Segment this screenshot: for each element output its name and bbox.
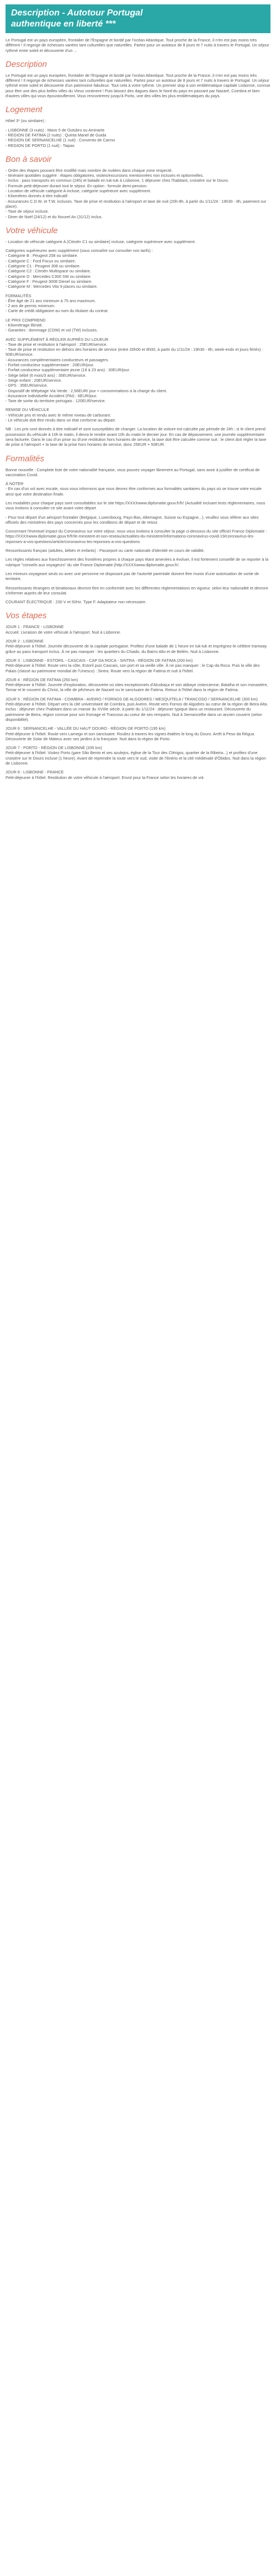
prix-item: - Kilométrage illimité. [6, 322, 43, 328]
supplement-item: - Assurance Individuelle Accident (PAI) : 6EUR/jour. [6, 393, 98, 398]
category-item: - Catégorie B : Peugeot 208 ou similaire. [6, 253, 78, 259]
formalites-paragraph: Ressortissants français (adultes, bébés et enfants) : Passeport ou carte nationale d'identité en cours de validité. [6, 548, 205, 554]
vehicule-heading: Votre véhicule [6, 225, 58, 235]
a-noter-title: À NOTER [6, 481, 24, 487]
hotel-category: Hôtel 3* (ou similaire) : [6, 118, 46, 124]
category-item: - Catégorie M : Mercedes Vito 9 places ou similaire. [6, 284, 98, 289]
bon-a-savoir-item: - Taxe de séjour incluse. [6, 209, 49, 214]
formalites-paragraph: Les mineurs voyageant seuls ou avec une personne ne disposant pas de l'autorité parentale doivent être munis d'une autorisation de sortie de territoire. [6, 571, 259, 582]
formalites-paragraph: Les modalités pour chaque pays sont consultables sur le site https://XXXXwww.diplomatie.gouv.fr/fr/ (Actualité incluant tests réglementaires, nous vous invitons à consulter ce site avant votre départ [6, 501, 266, 511]
etape-title: JOUR 4 : RÉGION DE FATIMA (250 km) [6, 677, 78, 682]
supplement-item: - GPS : 35EUR/service. [6, 383, 48, 388]
etape-day [6, 697, 270, 722]
etape-day [6, 658, 270, 673]
formalites-paragraph: - En cas d'un vol avec escale, nous vous informons que vous devrez être conformes aux formalités sanitaires du pays où se trouve votre escale ainsi que votre destination finale. [6, 486, 262, 497]
formalites-paragraph: - Pour tout départ d'un aéroport frontalier (Belgique, Luxembourg, Pays-Bas, Allemagne, Suisse ou Espagne...), veuillez vous référer aux sites officiels des ministères des pays concernés pour les conditions de départ et de retour. [6, 514, 259, 525]
formalites-paragraph: Concernant l'éventuel impact du Coronavirus sur votre séjour, nous vous invitons à consulter la page ci-dessous du site officiel France Diplomatie : https://XXXXwww.diplomatie.gouv.fr/fr/le-ministere-et-son-reseau/actualites-du-ministere/informations-coronavirus-covid-19/coronavirus-les-reponses-a-vos-questions/article/coronavirus-les-reponses-a-vos-questions [6, 529, 267, 544]
formalites-paragraph: Les règles relatives aux franchissement des frontières propres à chaque pays étant amenées à évoluer, il est fortement conseillé de se reporter à la rubrique "conseils aux voyageurs" du site France Diplomatie.(http://XXXXwww.diplomatie.gouv.fr/. [6, 557, 269, 567]
vehicule-supplements [6, 337, 270, 404]
etape-day [6, 770, 270, 780]
title-banner [6, 4, 270, 33]
description-heading: Description [6, 59, 47, 69]
category-item: - Catégorie C2 : Citroën Multispace ou similaire. [6, 268, 91, 274]
categories-title: Catégories supérieures avec supplément (sous connaître sur consulter nos tarifs) : [6, 248, 153, 254]
remise-item: - Le véhicule doit être rendu dans un état conforme au départ. [6, 418, 116, 423]
formalites-paragraph: Ressortissants étrangers et binationaux devront être en conformité avec les différentes réglementations en vigueur, selon leur nationalité et devront s'informer auprès de leur consulat. [6, 585, 268, 596]
formalites-a-noter [6, 481, 270, 497]
etape-text: Accueil. Livraison de votre véhicule à l'aéroport. Nuit à Lisbonne. [6, 629, 121, 635]
formalite-item: - 2 ans de permis minimum. [6, 303, 56, 309]
page-title-line-1: Description - Autotour Portugal [11, 8, 143, 18]
etapes-heading: Vos étapes [6, 611, 47, 621]
etape-day [6, 726, 270, 741]
supplement-item: - Taxe de prise et restitution en dehors des horaires de service (entre 20h00 et 8h00, à partir du 1/11/24 : 19h30 - 8h, week-ends et jours fériés) : 50EUR/service. [6, 347, 263, 357]
supplement-item: - Forfait conducteur supplémentaire jeune (18 à 23 ans) : 30EUR/jour. [6, 367, 130, 373]
formalite-item: - Être âgé de 21 ans minimum à 75 ans maximum. [6, 298, 96, 303]
intro-paragraph: Le Portugal est un pays européen, frontalier de l'Espagne et bordé par l'océan Atlantique. Tout proche de la France, il n'en est pas moins très différent ! Il regorge de richesses variées tant culturelles que naturelles. Partez pour un autotour de 8 jours et 7 nuits à travers le Portugal. Un séjour rythmé entre soleil et découverte d'un ... [6, 38, 269, 53]
category-item: - Catégorie C : Ford Focus ou similaire. [6, 258, 76, 264]
bon-a-savoir-item: - Formule petit-déjeuner durant tout le séjour. En option : formule demi-pension. [6, 183, 148, 188]
formalites-subtitle: FORMALITÉS [6, 293, 31, 298]
prix-item: - Garanties : dommage (CDW) et vol (TW) incluses. [6, 328, 98, 333]
bon-a-savoir-item: - Ordre des étapes pouvant être modifié mais nombre de nuitées dans chaque zone respecté. [6, 167, 173, 173]
etape-title: JOUR 6 : SERNANCELHE - VALLÉE DU HAUT DOURO - RÉGION DE PORTO (195 km) [6, 726, 166, 731]
logement-block [6, 118, 270, 123]
etape-day [6, 639, 270, 654]
etape-day [6, 624, 270, 635]
supplement-item: - Taxe de prise et restitution à l'aéroport : 25EUR/service. [6, 341, 108, 347]
vehicule-categories [6, 248, 270, 289]
category-item: - Catégorie D : Mercedes C300 SW ou similaire. [6, 273, 92, 279]
bon-a-savoir-item: - Kilométres donnés à titre indicatif. [6, 193, 68, 199]
vehicule-nb: NB : Les prix sont donnés à titre indicatif et sont susceptibles de changer. La location de voiture est calculée par période de 24h ; si le client prend possession du véhicule à 10h le matin, il devra le rendre avant 10h du matin le dernier jour. En cas de dépassement, une journée supplémentaire sera facturée. Dans le cas d'un prise ou d'une restitution hors horaires de service, la taxe doit être calculée comme suit : le client doit régler la taxe de prise à l'aéroport + la taxe de la prise hors horaires de service, donc 25EUR + 50EUR. [6, 426, 267, 447]
etape-text: Petit-déjeuner à l'hôtel. Restitution de votre véhicule à l'aéroport. Envol pour la France selon les horaires de vol. [6, 775, 205, 780]
supplement-item: - Forfait conducteur supplémentaire : 20EUR/jour. [6, 362, 94, 368]
vehicule-formalites [6, 293, 270, 314]
etape-text: Petit-déjeuner à l'hôtel. Départ vers la cité universitaire de Coimbra, puis Aveiro. Route vers Fornos de Algodres au cœur de la région de Beira Alta. Inclus : déjeuner chez l'habitant dans un manoir du XVIIIe siècle, à partir du 1/11/24 : déjeuner typique dans un restaurant. Découverte du patrimoine de Beira, région connue pour son fromage et Trancoso au coeur de ses remparts. Nuit à Sernancelhe dans un ancien couvent (selon disponibilité). [6, 702, 268, 722]
etape-title: JOUR 2 : LISBONNE [6, 639, 44, 644]
etape-text: Petit-déjeuner à l'hôtel. Journée d'exploration, découverte où sites exceptionnels d'Alcobaça et son abbaye cistercienne, Batalha et son monastère, Tomar et le couvent du Christ, la ville de pêcheurs de Nazaré ou le sanctuaire de Fatima. Retour à l'hôtel dans la région de Fatima. [6, 682, 268, 693]
logement-heading: Logement [6, 105, 43, 115]
etape-title: JOUR 3 : LISBONNE - ESTORIL - CASCAIS - CAP DA ROCA - SINTRA - RÉGION DE FATIMA (200 km) [6, 657, 193, 663]
bon-a-savoir-heading: Bon à savoir [6, 154, 52, 164]
etape-text: Petit-déjeuner à l'hôtel. Journée découverte de la capitale portugaise. Profitez d'une balade de 1 heure en tuk-tuk et imprégnez-le célèbre tramway grâce au pass transport inclus. À ne pas manquer : les quartiers du Chiado, du Bairro Alto et de Belém. Nuit à Lisbonne. [6, 644, 267, 654]
page-title-line-2: authentique en liberté *** [11, 19, 116, 29]
logement-item: - REGION DE PORTO (1 nuit) : Taipas [6, 143, 75, 148]
bon-a-savoir-item: - Itinéraire quotidien suggéré : étapes obligatoires, visites/excursions mentionnées non incluses et optionnelles. [6, 173, 204, 178]
formalite-item: - Carte de crédit obligatoire au nom du titulaire du contrat. [6, 308, 109, 314]
logement-item: - LISBONNE (3 nuits) : Mavo 5 de Outubro ou Aminarte [6, 127, 105, 133]
etape-title: JOUR 7 : PORTO - RÉGION DE LISBONNE (335 km) [6, 745, 102, 751]
logement-item: - REGION DE SERNANCELHE (1 nuit) : Convento de Carmo [6, 138, 115, 143]
category-item: - Catégorie C1 : Peugeot 308 ou similaire. [6, 264, 81, 269]
etape-day [6, 677, 270, 693]
bon-a-savoir-item: - Assurances C.D.W. et T.W. incluses. Taxe de prise et restitution à l'aéroport et taxe de nuit (20h-8h, à partir du 1/11/24 : 19h30 - 8h, paiement sur place). [6, 198, 267, 209]
supplements-subtitle: AVEC SUPPLÉMENT À RÉGLER AUPRÈS DU LOUEUR [6, 336, 109, 342]
etape-title: JOUR 8 : LISBONNE - FRANCE [6, 770, 64, 775]
supplement-item: - Siège bébé (6 mois/3 ans) : 35EUR/service. [6, 372, 87, 378]
supplement-item: - Dispositif de télépéage Via Verde : 2,56EUR/ jour + consommations à la charge du client. [6, 388, 167, 393]
bon-a-savoir-item: - Location de véhicule catégorie A incluse, catégorie supérieure avec supplément. [6, 188, 151, 194]
formalites-heading: Formalités [6, 454, 45, 463]
vehicule-remise [6, 407, 270, 423]
vehicule-intro: - Location de véhicule catégorie A (Citroën C1 ou similaire) incluse, catégorie supérieure avec supplément. [6, 239, 196, 244]
etape-text: Petit-déjeuner à l'hôtel. Route vers Lamego et son sanctuaire. Rouliez à travers les vignes étalées le long du Douro. Arrêt à Peso da Régua. Découverte de Solar de Mateus avec ses jardins à la française. Nuit dans la région de Porto. [6, 731, 256, 741]
bon-a-savoir-item: - Diner de Noël (24/12) et du Nouvel An (31/12) inclus. [6, 214, 103, 219]
supplement-item: - Siège enfant : 20EUR/service. [6, 377, 62, 383]
page [0, 0, 276, 780]
etape-title: JOUR 5 : RÉGION DE FATIMA - COIMBRA - AVEIRO / FORNOS DE ALGODRES / MESQUITELA / TRANCOSO / SERNANCELHE (300 km) [6, 696, 258, 702]
category-item: - Catégorie F : Peugeot 3008 Diesel ou similaire. [6, 278, 93, 284]
logement-list [6, 128, 270, 148]
remise-subtitle: REMISE DU VÉHICULE [6, 407, 50, 413]
bon-a-savoir-list [6, 168, 270, 219]
courant-electrique: COURANT ÉLECTRIQUE : 230 V et 50Hz. Type F. Adaptateur non nécessaire. [6, 599, 147, 605]
etape-title: JOUR 1 : FRANCE - LISBONNE [6, 624, 64, 630]
logement-item: - REGION DE FATIMA (2 nuits) : Quinta Manel de Guida [6, 132, 107, 138]
supplement-item: - Taxe de sortie du territoire portugais : 120EUR/service. [6, 398, 106, 404]
prix-subtitle: LE PRIX COMPREND [6, 317, 46, 323]
bon-a-savoir-item: - Inclus : pass transports en commun (24h) et balade en tuk-tuk à Lisbonne, 1 déjeuner chez l'habitant, croisière sur le Douro. [6, 178, 229, 183]
etape-text: Petit-déjeuner à l'hôtel. Route vers la côte, Estoril puis Cascais, son port et sa vieille ville. À ne pas manquer : le Cap da Roca. Puis la ville des Palais (classé au patrimoine mondial de l'Unesco) : Sintra. Route vers la région de Fatima et nuit à l'hôtel. [6, 663, 260, 673]
formalites-paragraph: Bonne nouvelle : Complete liste de votre nationalité française, vous pouvez voyager librement au Portugal, sans avoir à justifier de certificat de vaccination Covid. [6, 467, 260, 477]
description-text: Le Portugal est un pays européen, frontalier de l'Espagne et bordé par l'océan Atlantique. Tout proche de la France, il n'en est pas moins très différent ! Il regorge de richesses variées tant culturelles que naturelles. Partez pour un autotour de 8 jours et 7 nuits à travers le Portugal. Un séjour rythmé entre soleil et découverte d'un patrimoine fabuleux. Tout cela à votre rythme. Un premier stop à son emblématique capitale Lisbonne, connue pour être une des plus belles villes du Vieux continent ! Puis laissez des dagues dans le Nord du pays en passant par Nazaré, Coimbra et bien d'autres villes qui vous époustoufleront. Vous rencontrerez jusqu'à Porto, une des villes les plus emblématiques du pays. [6, 72, 270, 99]
remise-item: - Véhicule pris et rendu avec le même niveau de carburant. [6, 412, 112, 418]
etape-day [6, 745, 270, 766]
supplement-item: - Assurances complémentaires conducteurs et passagers. [6, 357, 109, 362]
vehicule-prix [6, 318, 270, 333]
etape-text: Petit-déjeuner à l'hôtel. Visitez Porto (gare São Bento et ses azulejos, église de la Tour des Clérigos, quartier de la Ribeira...) et profitez d'une croisière sur le Douro incluse (1 heure). Avant de reprendre la route vers le sud, visite de l'ilinéris et la cité médiévale d'Óbidos. Nuit dans la région de Lisbonne. [6, 750, 266, 766]
